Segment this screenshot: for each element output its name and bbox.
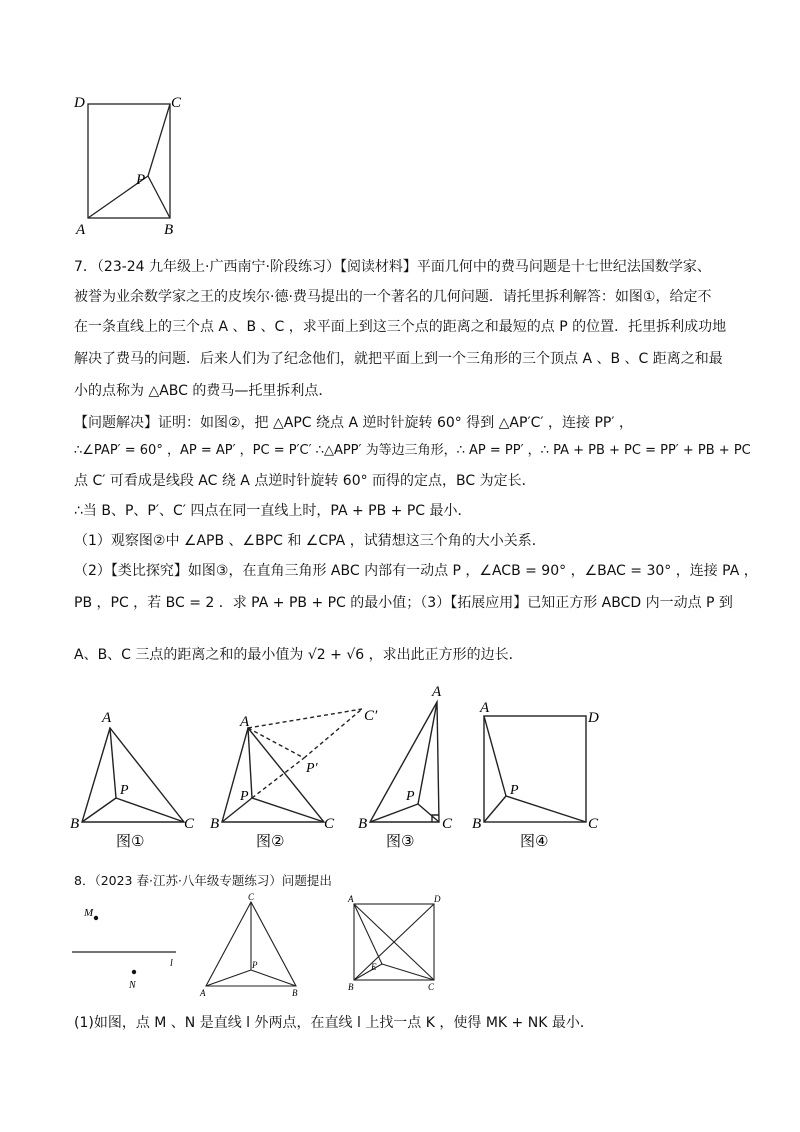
fig3-pa [418, 702, 437, 804]
fig1-pb [82, 798, 116, 822]
rectangle-abcd [88, 104, 170, 218]
figures-8 [66, 890, 466, 1010]
fig8-label-p: P [252, 960, 258, 970]
fig4-pc [506, 796, 586, 822]
fig1-caption: 图① [116, 832, 145, 850]
fig4-label-c: C [588, 816, 599, 832]
fig8-label-a: A [200, 988, 206, 998]
segment-pb [148, 176, 170, 218]
fig8-label-b: B [292, 988, 298, 998]
fig3-pb [370, 804, 418, 822]
fig2-label-p-prime: P′ [306, 761, 318, 776]
fig1-label-p: P [120, 783, 129, 798]
problem-7-line-5: 小的点称为 △ABC 的费马—托里拆利点． [74, 383, 333, 399]
figure-rectangle-p [70, 92, 190, 242]
fig4-label-p: P [510, 783, 519, 798]
label-p: P [136, 172, 146, 188]
fig1-label-c: C [184, 816, 195, 832]
fig8-sq-label-e: E [371, 962, 377, 972]
label-d: D [74, 95, 85, 111]
fig3-label-a: A [432, 684, 442, 700]
fig2-label-p: P [240, 789, 249, 804]
problem-7-line-12: PB ，PC ，若 BC = 2 ．求 PA + PB + PC 的最小值；（3）【拓展应用】已知正方形 ABCD 内一动点 P 到 [74, 595, 733, 611]
problem-7-line-13: A、B、C 三点的距离之和的最小值为 √2 + √6 ，求出此正方形的边长． [74, 647, 523, 663]
fig2-ap-prime [248, 728, 304, 758]
fig2-label-c: C [324, 816, 335, 832]
fig3-label-b: B [358, 816, 368, 832]
fig4-pb [484, 796, 506, 822]
fig4-label-d: D [588, 710, 599, 726]
rectangle-diagram [70, 92, 190, 242]
fig2-label-a: A [240, 714, 250, 730]
fig2-pc [252, 798, 324, 822]
fig8-sq-label-d: D [434, 894, 441, 904]
problem-7-line-11: （2）【类比探究】如图③，在直角三角形 ABC 内部有一动点 P ，∠ACB = 90° ，∠BAC = 30° ，连接 PA ， [74, 563, 758, 579]
fig8-ae [354, 904, 382, 964]
fig3-label-p: P [406, 789, 415, 804]
problem-7-line-9: ∴当 B、P、P′、C′ 四点在同一直线上时，PA + PB + PC 最小． [74, 503, 472, 519]
fig1-label-b: B [70, 816, 80, 832]
fig3-pc [418, 804, 439, 822]
label-b: B [164, 222, 174, 238]
label-a: A [76, 222, 86, 238]
fig1-pa [110, 728, 116, 798]
problem-7-line-3: 在一条直线上的三个点 A 、B 、C ，求平面上到这三个点的距离之和最短的点 P 的位置．托里拆利成功地 [74, 319, 727, 335]
fig8-sq-label-b: B [348, 982, 354, 992]
label-l: l [170, 958, 173, 969]
fig3-label-c: C [442, 816, 453, 832]
label-n: N [129, 980, 136, 991]
fig4-caption: 图④ [520, 832, 549, 850]
fig4-label-b: B [472, 816, 482, 832]
fig8-sq-label-c: C [428, 982, 435, 992]
problem-7-line-1: 7．（23-24 九年级上·广西南宁·阶段练习）【阅读材料】平面几何中的费马问题是十七世纪法国数学家、 [74, 259, 711, 275]
figures-8-diagram [66, 890, 466, 1010]
problem-7-line-10: （1）观察图②中 ∠APB 、∠BPC 和 ∠CPA ，试猜想这三个角的大小关系． [74, 533, 546, 549]
problem-7-line-6: 【问题解决】证明：如图②，把 △APC 绕点 A 逆时针旋转 60° 得到 △AP′C′ ，连接 PP′ ， [74, 415, 633, 431]
fig2-label-c-prime: C′ [364, 708, 378, 724]
problem-7-line-2: 被誉为业余数学家之王的皮埃尔·德·费马提出的一个著名的几何问题．请托里拆利解答：如图①，给定不 [74, 289, 712, 305]
fig3-caption: 图③ [386, 832, 415, 850]
fig2-pa [248, 728, 252, 798]
figures-7 [66, 676, 626, 856]
fig8-sq-label-a: A [348, 894, 354, 904]
problem-7-line-8: 点 C′ 可看成是线段 AC 绕 A 点逆时针旋转 60° 而得的定点，BC 为定长． [74, 473, 536, 489]
figures-7-diagram [66, 676, 626, 856]
fig4-pa [484, 716, 506, 796]
problem-7-line-4: 解决了费马的问题．后来人们为了纪念他们，就把平面上到一个三角形的三个顶点 A 、B 、C 距离之和最 [74, 351, 723, 367]
fig3-triangle [370, 702, 439, 822]
fig1-triangle [82, 728, 184, 822]
fig4-label-a: A [480, 700, 490, 716]
fig2-ac-prime [248, 709, 362, 728]
fig2-caption: 图② [256, 832, 285, 850]
fig1-label-a: A [102, 710, 112, 726]
label-m: M [84, 907, 94, 919]
segment-pc [148, 104, 170, 176]
point-n [132, 970, 136, 974]
fig2-label-b: B [210, 816, 220, 832]
problem-8-question: (1)如图，点 M 、N 是直线 l 外两点，在直线 l 上找一点 K ，使得 MK + NK 最小． [74, 1015, 594, 1031]
problem-7-line-7: ∴∠PAP′ = 60° ，AP = AP′ ，PC = P′C′ ∴△APP′ 为等边三角形，∴ AP = PP′ ，∴ PA + PB + PC = PP′ + PB + PC [74, 443, 751, 458]
point-m [94, 916, 98, 920]
problem-8-header: 8．（2023 春·江苏·八年级专题练习）问题提出 [74, 873, 332, 888]
label-c: C [171, 95, 182, 111]
fig8-label-c: C [248, 892, 255, 902]
fig2-pp-c-prime [304, 709, 362, 758]
